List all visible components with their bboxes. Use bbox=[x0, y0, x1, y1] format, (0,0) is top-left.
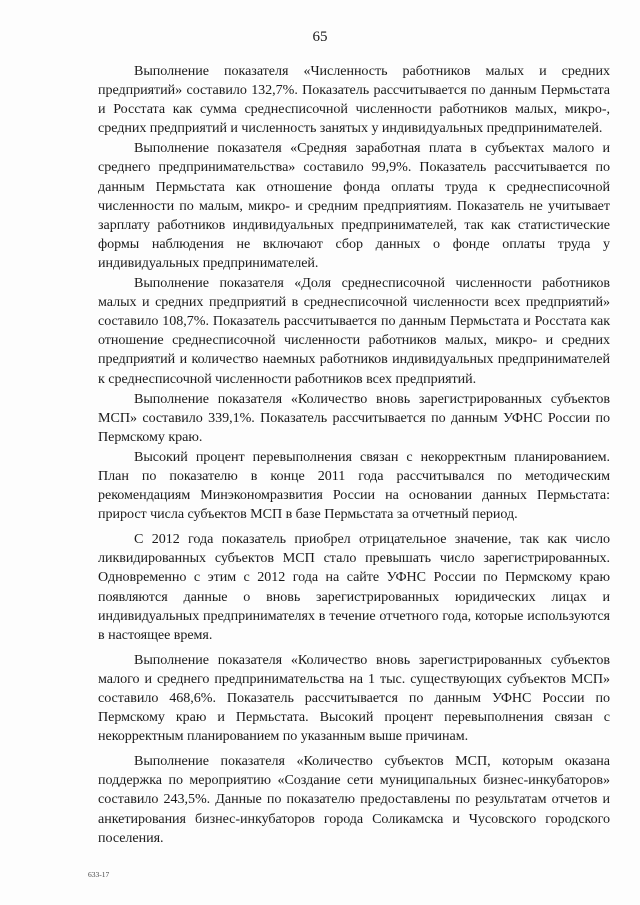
document-body bbox=[98, 62, 610, 848]
paragraph-business-incubators: Выполнение показателя «Количество субъектов МСП, которым оказана поддержка по мероприятию «Создание сети муниципальных бизнес-инкубаторов» составило 243,5%. Данные по показателю предоставлены по результатам отчетов и анкетирования бизнес-инкубаторов города Соликамска и Чусовского городского поселения. bbox=[98, 753, 610, 846]
paragraph-since-2012: С 2012 года показатель приобрел отрицательное значение, так как число ликвидированных субъектов МСП стало превышать число зарегистрированных. Одновременно с этим с 2012 года на сайте УФНС России по Пермскому краю появляются данные о вновь зарегистрированных юридических лицах и индивидуальных предпринимателях в течение отчетного года, которые используются в настоящее время. bbox=[98, 531, 610, 643]
paragraph-employment-indicator: Выполнение показателя «Численность работников малых и средних предприятий» составило 132,7%. Показатель рассчитывается по данным Пермьстата и Росстата как сумма среднесписочной численности работников малых, микро-, средних предприятий и численность занятых у индивидуальных предпринимателей. bbox=[98, 63, 610, 137]
footer-document-code: 633-17 bbox=[88, 870, 110, 879]
paragraph-employee-share-indicator: Выполнение показателя «Доля среднесписочной численности работников малых и средних предприятий в среднесписочной численности всех предприятий» составило 108,7%. Показатель рассчитывается по данным Пермьстата и Росстата как отношение среднесписочной численности работников малых, микро- и средних предприятий и количество наемных работников индивидуальных предпринимателей к среднесписочной численности работников всех предприятий. bbox=[98, 275, 610, 387]
page-number: 65 bbox=[312, 29, 328, 45]
paragraph-average-salary-indicator: Выполнение показателя «Средняя заработная плата в субъектах малого и среднего предпринимательства» составило 99,9%. Показатель рассчитывается по данным Пермьстата как отношение фонда оплаты труда к среднесписочной численности по малым, микро- и средним предприятиям. Показатель не учитывает зарплату работников индивидуальных предпринимателей, так как статистические формы наблюдения не включают сбор данных о фонде оплаты труда у индивидуальных предпринимателей. bbox=[98, 140, 610, 271]
paragraph-registrations-per-thousand: Выполнение показателя «Количество вновь зарегистрированных субъектов малого и среднего предпринимательства на 1 тыс. существующих субъектов МСП» составило 468,6%. Показатель рассчитывается по данным УФНС России по Пермскому краю и Пермьстата. Высокий процент перевыполнения связан с некорректным планированием по указанным выше причинам. bbox=[98, 651, 610, 745]
paragraph-new-registrations-indicator: Выполнение показателя «Количество вновь зарегистрированных субъектов МСП» составило 339,1%. Показатель рассчитывается по данным УФНС России по Пермскому краю. bbox=[98, 390, 610, 445]
paragraph-overfulfillment-reason: Высокий процент перевыполнения связан с некорректным планированием. План по показателю в конце 2011 года рассчитывался по методическим рекомендациям Минэкономразвития России на основании данных Пермьстата: прирост числа субъектов МСП в базе Пермьстата за отчетный период. bbox=[98, 448, 610, 523]
